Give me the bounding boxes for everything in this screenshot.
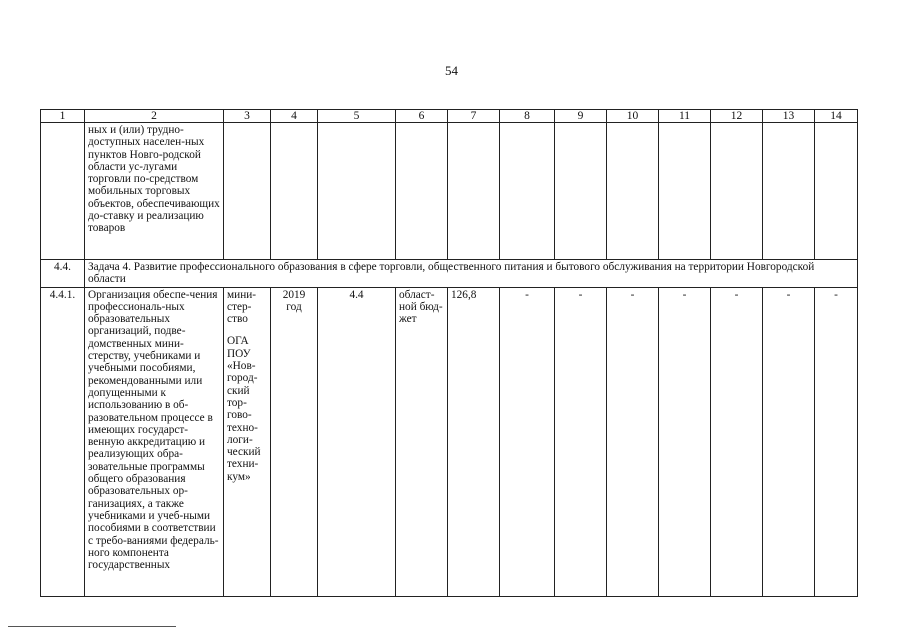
- item-dash: -: [607, 287, 659, 596]
- executor-cell: [224, 287, 271, 596]
- continuation-text: ных и (или) трудно-доступных населен-ных пунктов Новго-родской области ус-лугами торговли по-средством мобильных торговых объектов, обеспечивающих до-ставку и реализацию товаров: [85, 123, 224, 260]
- item-dash: -: [711, 287, 763, 596]
- item-amount: 126,8: [448, 287, 500, 596]
- item-dash: -: [555, 287, 607, 596]
- page-number: 54: [445, 63, 458, 78]
- header-cell: 1: [41, 110, 85, 123]
- header-cell: 3: [224, 110, 271, 123]
- item-source: област-ной бюд-жет: [396, 287, 448, 596]
- header-cell: 13: [763, 110, 815, 123]
- header-cell: 4: [271, 110, 318, 123]
- task-row: [41, 260, 858, 288]
- header-cell: 5: [318, 110, 396, 123]
- item-year: 2019 год: [271, 287, 318, 596]
- header-cell: 9: [555, 110, 607, 123]
- item-indicator: 4.4: [318, 287, 396, 596]
- item-row: [41, 287, 858, 596]
- item-dash: -: [815, 287, 858, 596]
- item-dash: -: [763, 287, 815, 596]
- item-dash: -: [500, 287, 555, 596]
- header-cell: 14: [815, 110, 858, 123]
- header-row: [41, 110, 858, 123]
- budget-table: [40, 109, 858, 597]
- item-dash: -: [659, 287, 711, 596]
- header-cell: 8: [500, 110, 555, 123]
- header-cell: 11: [659, 110, 711, 123]
- header-cell: 6: [396, 110, 448, 123]
- continuation-row: [41, 123, 858, 260]
- header-cell: 2: [85, 110, 224, 123]
- task-text: Задача 4. Развитие профессионального образования в сфере торговли, общественного питания и бытового обслуживания на территории Новгородской области: [85, 260, 858, 288]
- footnote-divider: [8, 626, 176, 627]
- header-cell: 10: [607, 110, 659, 123]
- task-number: 4.4.: [41, 260, 85, 288]
- executor-college: ОГА ПОУ «Нов-город-ский тор-гово-техно-логи-ческий техни-кум»: [227, 335, 261, 483]
- item-description: Организация обеспе-чения профессиональ-ных образовательных организаций, подве-домственных мини-стерству, учебниками и учебными пособиями, рекомендованными или допущенными к использованию в об-разовательном процессе в имеющих государст-венную аккредитацию и реализующих обра-зовательные программы общего образования образовательных ор-ганизациях, а также учебниками и учеб-ными пособиями в соответствии с требо-ваниями федераль-ного компонента государственных: [85, 287, 224, 596]
- item-number: 4.4.1.: [41, 287, 85, 596]
- executor-ministry: мини-стер-ство: [227, 288, 257, 326]
- header-cell: 7: [448, 110, 500, 123]
- header-cell: 12: [711, 110, 763, 123]
